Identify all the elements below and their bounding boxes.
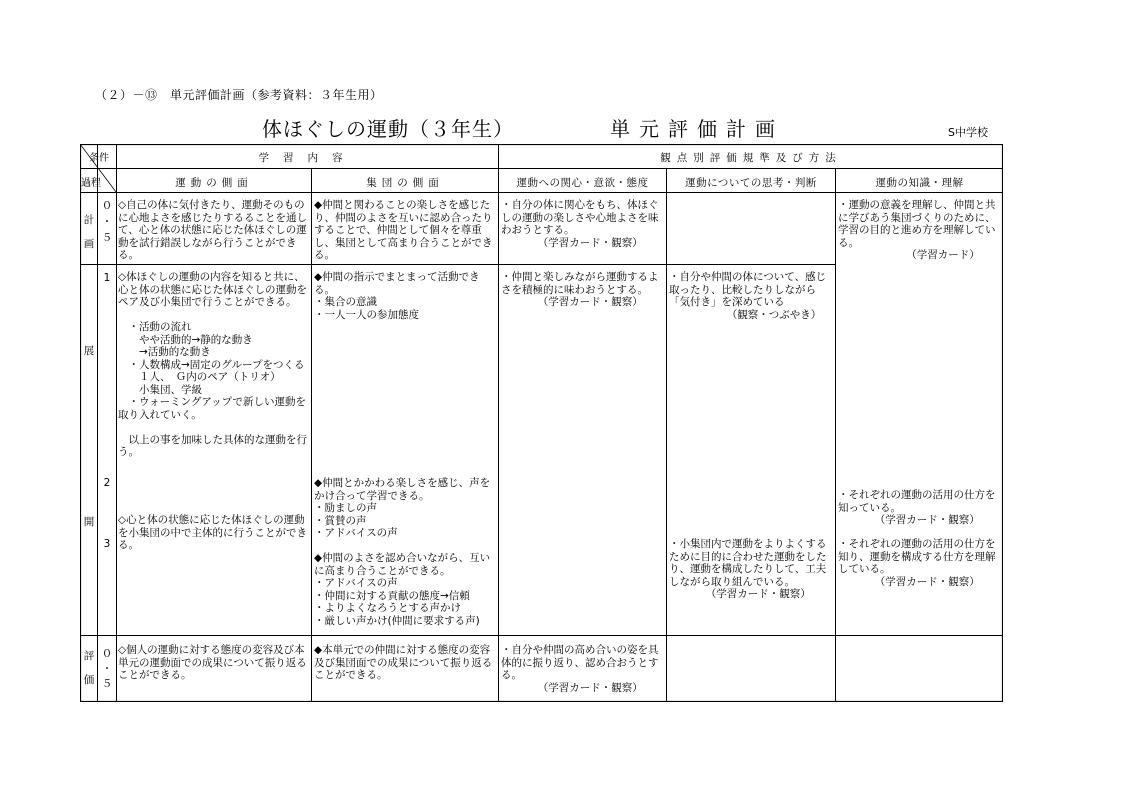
hour-2: 2 <box>103 477 111 489</box>
development-movement-text-1: ◇体ほぐしの運動の内容を知ると共に、心と体の状態に応じた体ほぐしの運動をペア及び小集団で行うことができる。 ・活動の流れ やや活動的→静的な動き →活動的な動き ・人数構成→固定のグループをつくる １人、 Ｇ内のペア（トリオ） 小集団、学級 ・ウォーミングアップで新しい運動を取り入れていく。 以上の事を加味した具体的な運動を行う。 <box>118 271 307 458</box>
plan-group-text: ◆仲間と関わることの楽しさを感じたり、仲間のよさを互いに認め合ったりすることで、仲間として個々を尊重し、集団として高まり合うことができる。 <box>314 199 493 261</box>
corner-label-condition: 条件 <box>89 153 109 164</box>
header-interest-attitude: 運動への関心・意欲・態度 <box>516 177 649 189</box>
hour-eval-dot: ・ <box>101 663 113 675</box>
plan-movement-text: ◇自己の体に気付きたり、運動そのものに心地よさを感じたりするることを通して、心と体の状態に応じた体ほぐしの運動を試行錯誤しながら行うことができる。 <box>118 199 307 261</box>
hour-1: 1 <box>103 272 111 284</box>
phase-development-2: 開 <box>83 516 95 528</box>
hour-plan-dot: ・ <box>101 216 113 228</box>
corner-label-process: 過程 <box>81 178 101 189</box>
header-movement-aspect: 運動の側面 <box>175 177 253 189</box>
header-group-aspect: 集団の側面 <box>366 177 444 189</box>
hour-plan-5: ５ <box>101 232 113 244</box>
hour-plan-0: ０ <box>101 200 113 212</box>
development-thinking-text-3: ・小集団内で運動をよりよくするために目的に合わせた運動をしたり、運動を構成したりして、工夫しながら取り組んでいる。 （学習カード・観察） <box>669 538 827 600</box>
hour-eval-5: ５ <box>101 678 113 690</box>
evaluation-group-text: ◆本単元での仲間に対する態度の変容及び集団面での成果について振り返ることができる。 <box>314 644 493 681</box>
evaluation-plan-table <box>80 144 1003 702</box>
document-title-plan: 単元評価計画 <box>610 117 784 141</box>
document-title: 体ほぐしの運動（３年生） <box>262 117 514 141</box>
phase-plan-1: 計 <box>83 214 95 226</box>
development-interest-text: ・仲間と楽しみながら運動するよさを積極的に味わおうとする。 （学習カード・観察） <box>501 271 659 308</box>
document-subtitle: （２）－⑬ 単元評価計画（参考資料：３年生用） <box>95 88 383 102</box>
development-group-text-2: ◆仲間とかかわる楽しさを感じ、声をかけ合って学習できる。 ・励ましの声 ・賞賛の声 ・アドバイスの声 ◆仲間のよさを認め合いながら、互いに高まり合うことができる。 ・アドバイスの声 ・仲間に対する貢献の態度→信頼 ・よりよくなろうとする声かけ ・厳しい声かけ(仲間に要求する声) <box>314 477 491 627</box>
phase-plan-2: 画 <box>83 238 95 250</box>
evaluation-interest-text: ・自分や仲間の高め合いの姿を具体的に振り返り、認め合おうとする。 （学習カード・観察） <box>501 644 659 694</box>
development-group-text-1: ◆仲間の指示でまとまって活動できる。 ・集合の意識 ・一人一人の参加態度 <box>314 271 480 321</box>
development-knowledge-text-3: ・それぞれの運動の活用の仕方を知り、運動を構成する仕方を理解している。 （学習カード・観察） <box>838 538 996 588</box>
development-movement-text-3: ◇心と体の状態に応じた体ほぐしの運動を小集団の中で主体的に行うことができる。 <box>118 514 307 551</box>
development-thinking-text-1: ・自分や仲間の体について、感じ取ったり、比較したりしながら「気付き」を深めている （観察・つぶやき） <box>669 271 827 321</box>
header-thinking-judgment: 運動についての思考・判断 <box>685 177 817 189</box>
hour-eval-0: ０ <box>101 648 113 660</box>
evaluation-movement-text: ◇個人の運動に対する態度の変容及び本単元の運動面での成果について振り返ることができる。 <box>118 644 307 681</box>
school-name: S中学校 <box>948 126 988 139</box>
plan-knowledge-text: ・運動の意義を理解し、仲間と共に学びあう集団づくりのために、学習の目的と進め方を理解している。 （学習カード） <box>838 199 996 261</box>
phase-development-1: 展 <box>83 345 95 357</box>
development-knowledge-text-2: ・それぞれの運動の活用の仕方を知っている。 （学習カード・観察） <box>838 489 996 526</box>
plan-interest-text: ・自分の体に関心をもち、体ほぐしの運動の楽しさや心地よさを味わおうとする。 （学習カード・観察） <box>501 199 659 249</box>
phase-evaluation-1: 評 <box>83 650 95 662</box>
header-evaluation-criteria: 観点別評価規準及び方法 <box>660 152 842 164</box>
header-knowledge-understanding: 運動の知識・理解 <box>875 177 964 189</box>
header-learning-content: 学習内容 <box>258 152 357 164</box>
hour-3: 3 <box>103 538 111 550</box>
phase-evaluation-2: 価 <box>83 674 95 686</box>
